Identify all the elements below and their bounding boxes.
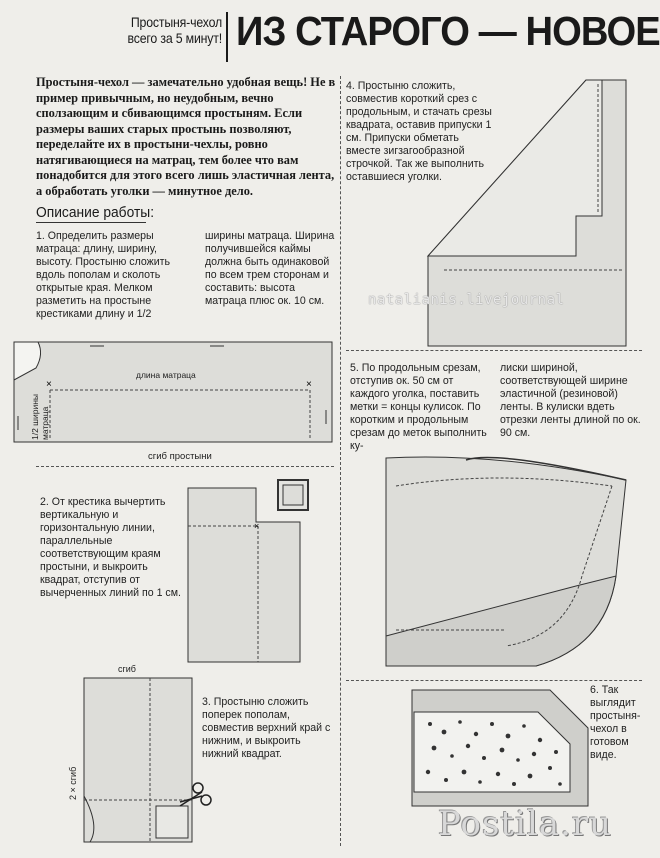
- figure-2: [186, 486, 316, 666]
- header-subtitle: [108, 14, 222, 46]
- footer-logo: Postila.ru: [438, 804, 613, 844]
- divider-2: [346, 350, 642, 351]
- step-1-text-b: ширины матраца. Ширина получившейся каймы должна быть одинаковой по всем трем сторонам и составить: высота матраца плюс ок. 10 см.: [205, 230, 335, 307]
- svg-text:×: ×: [46, 379, 52, 390]
- figure-6: [410, 688, 590, 810]
- label-fold: сгиб: [118, 664, 136, 674]
- step-5-text-b: лиски шириной, соответствующей ширине эластичной (резиновой) ленты. В кулиски вдеть отрезки ленты длиной по ок. 90 см.: [500, 362, 641, 439]
- label-half-width-2: матраца: [40, 406, 50, 440]
- subtitle-line-1: Простыня-чехол: [130, 14, 222, 30]
- step-5-text-a: 5. По продольным срезам, отступив ок. 50 см от каждого уголка, поставить метки = концы кулисок. По коротким и продольным срезам до меток выполнить ку-: [350, 362, 487, 452]
- label-mattress-length: длина матраца: [136, 370, 196, 380]
- figure-1-drawing: [10, 340, 332, 447]
- section-underline: [36, 222, 146, 223]
- figure-5: [376, 456, 636, 676]
- section-title: Описание работы:: [36, 204, 155, 221]
- figure-1: [10, 340, 332, 447]
- figure-3: [80, 676, 200, 846]
- subtitle-line-2: всего за 5 минут!: [127, 30, 222, 46]
- svg-text:×: ×: [306, 379, 312, 390]
- step-4-text: 4. Простыню сложить, совместив короткий срез с продольным, и стачать срезы квадрата, оставив припуски 1 см. Припуски обметать вместе зигзагообразной строчкой. Так же выполнить оставшиеся уголки.: [346, 80, 492, 183]
- divider-1: [36, 466, 334, 467]
- step-2-text: 2. От крестика вычертить вертикальную и горизонтальную линии, параллельные соответствующим краям простыни, и выкроить квадрат, отступив от вычерченных линий по 1 см.: [40, 496, 181, 599]
- page-title: ИЗ СТАРОГО — НОВОЕ: [236, 8, 660, 54]
- label-half-width-1: 1/2 ширины: [30, 393, 40, 440]
- step-6-text: 6. Так выглядит простыня-чехол в готовом виде.: [590, 684, 641, 761]
- divider-3: [346, 680, 642, 681]
- label-sheet-fold: сгиб простыни: [148, 451, 212, 462]
- column-divider: [340, 76, 341, 846]
- header-divider: [226, 12, 228, 62]
- watermark: natalianis.livejournal: [368, 292, 565, 308]
- svg-text:×: ×: [254, 521, 260, 531]
- step-3-text: 3. Простыню сложить поперек пополам, совместив верхний край с нижним, и выкроить нижний квадрат.: [202, 696, 331, 760]
- intro-paragraph: Простыня-чехол — замечательно удобная вещь! Не в пример привычным, но неудобным, вечно сползающим и сбивающимся простыням. Если размеры ваших старых простынь позволяют, переделайте их в простыни-чехлы, ровно натягивающиеся на матрац, тем более что вам понадобится для этого всего лишь эластичная лента, а обработать уголки — минутное дело.: [36, 75, 336, 198]
- label-double-fold: 2 × сгиб: [68, 766, 78, 800]
- step-1-text-a: 1. Определить размеры матраца: длину, ширину, высоту. Простыню сложить вдоль пополам и сколоть открытые края. Мелком разметить на простыне крестиками длину и 1/2: [36, 230, 171, 320]
